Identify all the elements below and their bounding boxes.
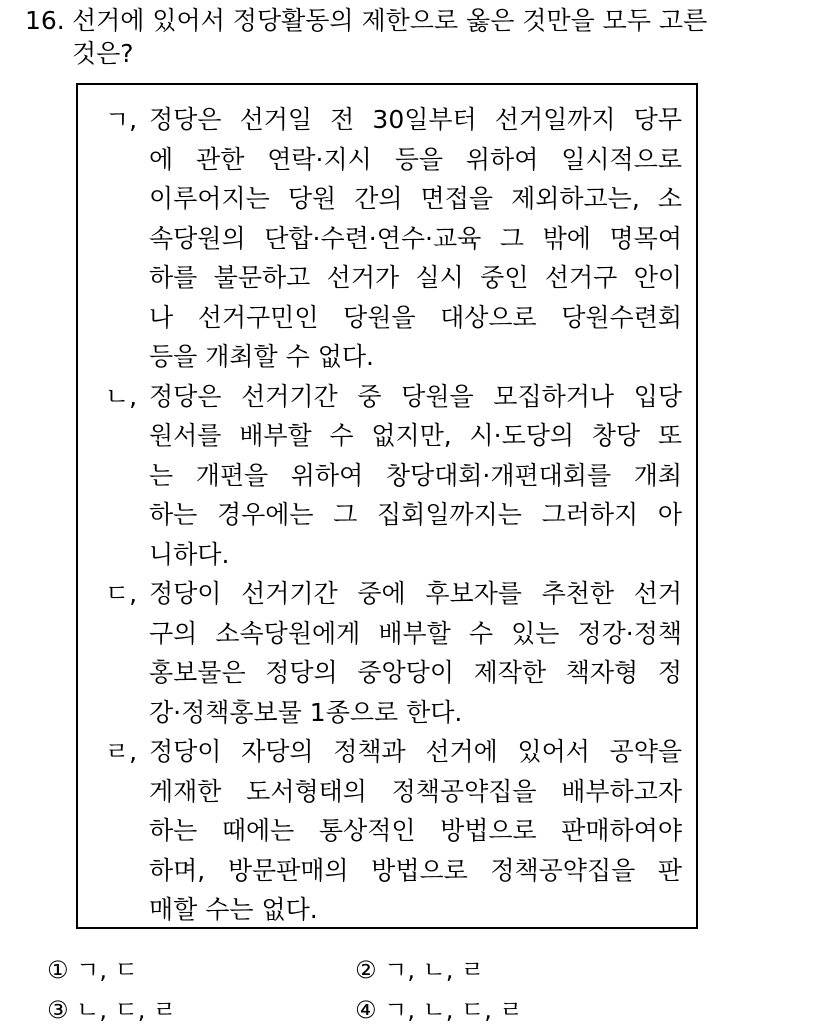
statement-line: 는 개편을 위하여 창당대회·개편대회를 개최 [149,460,682,490]
statement-line: 매할 수는 없다. [149,895,318,924]
statement-label: ㄱ, [105,105,138,134]
statement-line: 하며, 방문판매의 방법으로 정책공약집을 판 [149,855,682,885]
question-number: 16. [25,6,65,35]
statement-line: 하를 불문하고 선거가 실시 중인 선거구 안이 [149,263,682,292]
statement-label: ㄴ, [105,381,138,411]
statement-label: ㄹ, [105,737,138,766]
question-line-1 [25,4,785,37]
question-line-2: 것은? [72,39,134,68]
statement-item [105,377,682,575]
statement-line: 이루어지는 당원 간의 면접을 제외하고는, 소 [149,184,682,213]
statement-line: 속당원의 단합·수련·연수·교육 그 밖에 명목여 [149,223,682,253]
statement-line: 홍보물은 정당의 중앙당이 제작한 책자형 정 [149,658,682,687]
statement-item [105,732,682,930]
statement-line: 정당은 선거기간 중 당원을 모집하거나 입당 [149,381,682,411]
statement-line: 등을 개최할 수 없다. [149,342,374,371]
statement-line: 구의 소속당원에게 배부할 수 있는 정강·정책 [149,618,682,648]
statement-line: 강·정책홍보물 1종으로 한다. [149,697,463,727]
statement-item [105,100,682,377]
statement-line: 정당이 선거기간 중에 후보자를 추천한 선거 [149,579,682,608]
statement-line: 니하다. [149,539,230,569]
statement-line: 하는 때에는 통상적인 방법으로 판매하여야 [149,816,682,845]
statement-line: 원서를 배부할 수 없지만, 시·도당의 창당 또 [149,421,682,450]
question-stem [25,4,785,70]
statement-line: 정당은 선거일 전 30일부터 선거일까지 당무 [149,105,682,134]
statement-label: ㄷ, [105,579,138,608]
statement-line: 에 관한 연락·지시 등을 위하여 일시적으로 [149,144,682,174]
choice-3[interactable]: ③ ㄴ, ㄷ, ㄹ [47,996,177,1024]
choice-2[interactable]: ② ㄱ, ㄴ, ㄹ [355,956,485,984]
statement-line: 정당이 자당의 정책과 선거에 있어서 공약을 [149,737,682,766]
statement-line: 하는 경우에는 그 집회일까지는 그러하지 아 [149,500,682,529]
statements-box [76,83,698,929]
statement-line: 나 선거구민인 당원을 대상으로 당원수련회 [149,302,682,332]
statement-item [105,574,682,732]
choice-4[interactable]: ④ ㄱ, ㄴ, ㄷ, ㄹ [355,996,523,1024]
statement-line: 게재한 도서형태의 정책공약집을 배부하고자 [149,776,682,806]
question-text: 선거에 있어서 정당활동의 제한으로 옳은 것만을 모두 고른 [72,6,708,35]
statement-list [105,100,682,930]
choice-1[interactable]: ① ㄱ, ㄷ [47,956,138,984]
